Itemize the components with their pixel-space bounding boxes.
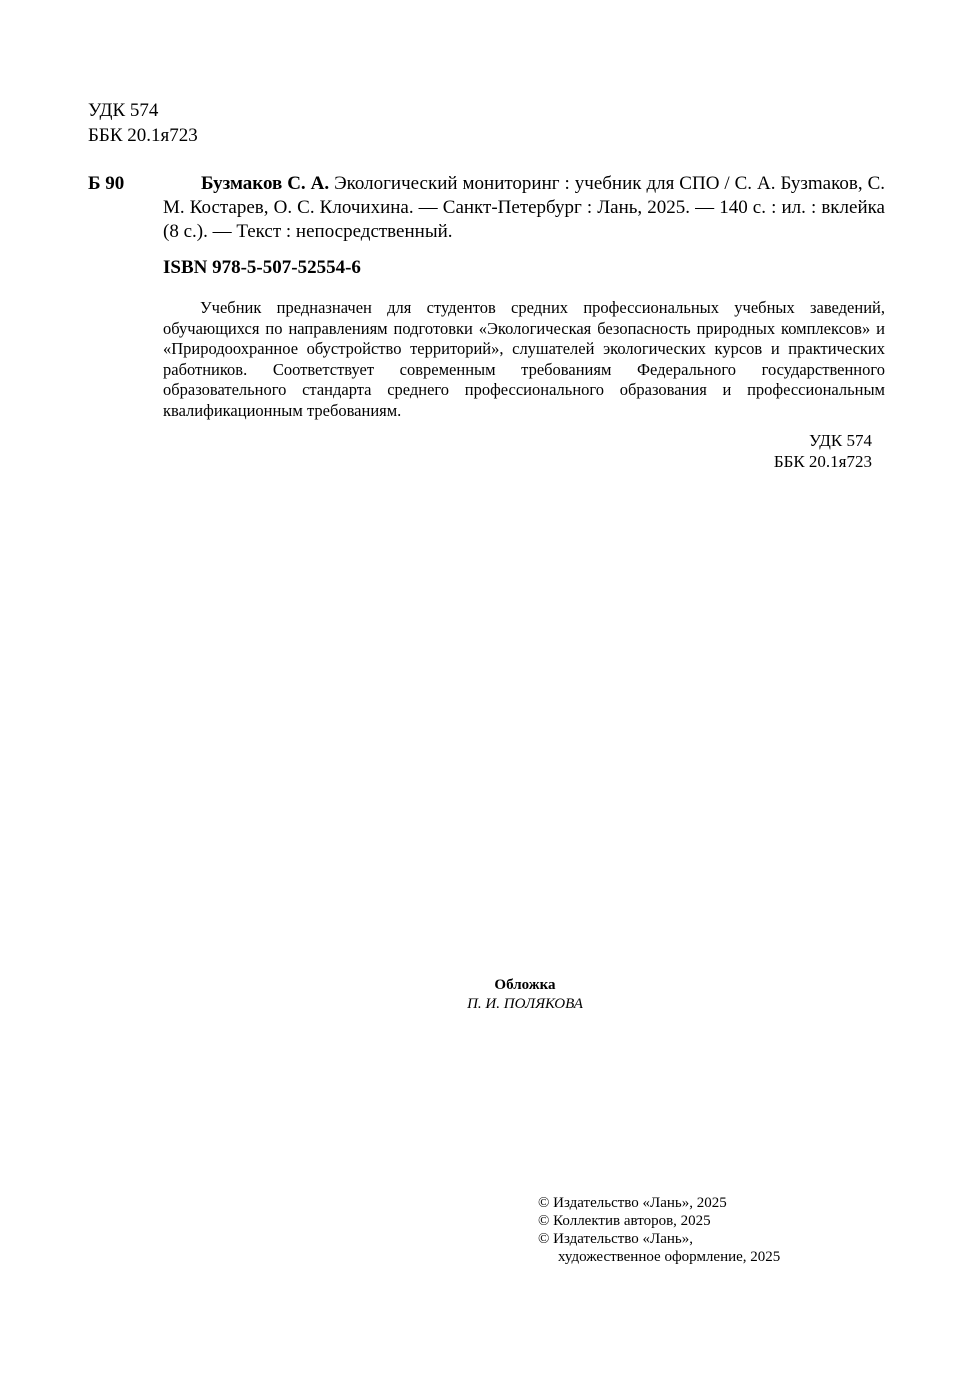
copyright-line: художественное оформление, 2025	[558, 1249, 781, 1265]
annotation-paragraph: Учебник предназначен для студентов средних профессиональных учебных заведений, обучающихся по направлениям подготовки «Экологическая безопасность природных комплексов» и «Природоохранное обустройство территорий», слушателей экологических курсов и практических работников. Соответствует современным требованиям Федерального государственного образовательного стандарта среднего профессионального образования и профессиональным квалификационным требованиям.	[163, 298, 885, 420]
author-mark: Б 90	[88, 173, 125, 194]
cover-label: Обложка	[494, 977, 556, 993]
udk-code-bottom: УДК 574	[808, 431, 872, 450]
bbk-code-bottom: ББК 20.1я723	[773, 452, 872, 471]
cover-credit	[400, 976, 650, 1014]
isbn: ISBN 978-5-507-52554-6	[163, 257, 361, 278]
copyright-block	[538, 1194, 780, 1266]
top-classification	[88, 98, 198, 148]
copyright-line: © Издательство «Лань»,	[538, 1231, 693, 1247]
title-and-imprint: Экологический мониторинг : учебник для СПО / С. А. Бузmаков, С. М. Костарев, О. С. Клочихина. — Санкт-Петербург : Лань, 2025. — 140 с. : ил. : вклейка (8 с.). — Текст : непосредственный.	[163, 173, 885, 242]
udk-code: УДК 574	[88, 100, 159, 121]
bbk-code: ББК 20.1я723	[88, 125, 198, 146]
bibliographic-description	[163, 172, 885, 244]
copyright-line: © Издательство «Лань», 2025	[538, 1195, 727, 1211]
copyright-line: © Коллектив авторов, 2025	[538, 1213, 711, 1229]
author-name: Бузмаков С. А.	[201, 173, 330, 194]
bottom-classification	[760, 430, 872, 472]
cover-designer: П. И. ПОЛЯКОВА	[467, 996, 583, 1012]
